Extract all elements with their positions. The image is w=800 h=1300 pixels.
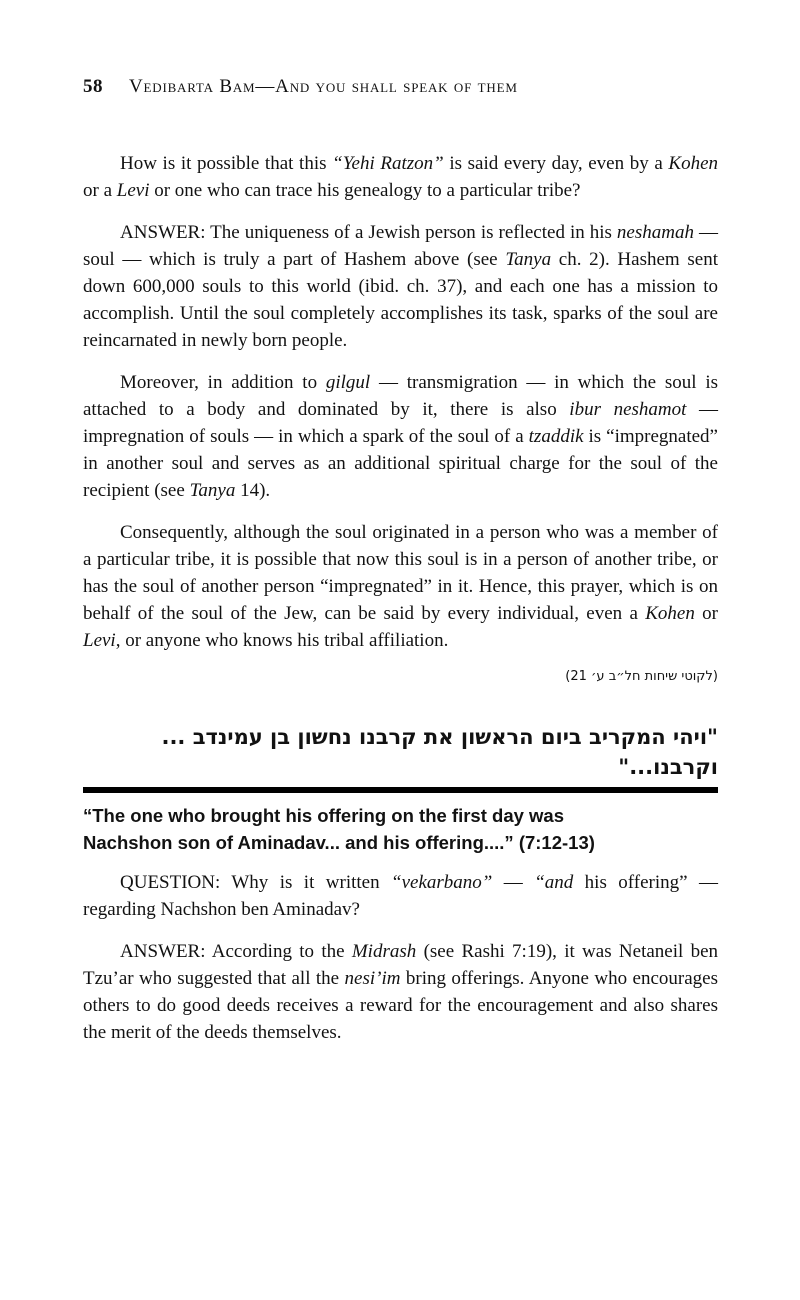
verse-translation-line: “The one who brought his offering on the first day was xyxy=(83,805,565,826)
heading-divider xyxy=(83,787,718,793)
hebrew-verse-heading xyxy=(83,722,718,782)
answer-paragraph: ANSWER: According to the Midrash (see Rashi 7:19), it was Netaneil ben Tzu’ar who suggested that all the nesi’im bring offerings. Anyone who encourages others to do good deeds receives a reward for the encouragement and also shares the merit of the deeds themselves. xyxy=(83,941,719,1043)
verse-translation-heading xyxy=(83,802,718,856)
running-title: Vedibarta Bam—And you shall speak of them xyxy=(129,76,518,97)
question-paragraph: How is it possible that this “Yehi Ratzon” is said every day, even by a Kohen or a Levi or one who can trace his genealogy to a particular tribe? xyxy=(83,153,718,201)
source-citation: (לקוטי שיחות חל״ב ע׳ 21) xyxy=(565,669,718,684)
question-paragraph: QUESTION: Why is it written “vekarbano” — “and his offering” — regarding Nachshon ben Aminadav? xyxy=(83,872,718,920)
answer-paragraph: Consequently, although the soul originated in a person who was a member of a particular tribe, it is possible that now this soul is in a person of another tribe, or has the soul of another person “impregnated” in it. Hence, this prayer, which is on behalf of the soul of the Jew, can be said by every individual, even a Kohen or Levi, or anyone who knows his tribal affiliation. xyxy=(83,522,719,651)
answer-paragraph: Moreover, in addition to gilgul — transmigration — in which the soul is attached to a body and dominated by it, there is also ibur neshamot — impregnation of souls — in which a spark of the soul of a tzaddik is “impregnated” in another soul and serves as an additional spiritual charge for the soul of the recipient (see Tanya 14). xyxy=(83,372,719,501)
hebrew-verse-line: וקרבנו..." xyxy=(618,755,718,779)
hebrew-verse-line: "ויהי המקריב ביום הראשון את קרבנו נחשון בן עמינדב ... xyxy=(161,725,718,749)
verse-translation-line: Nachshon son of Aminadav... and his offering....” (7:12-13) xyxy=(83,832,595,853)
running-header xyxy=(83,76,718,98)
page-number: 58 xyxy=(83,76,103,97)
answer-paragraph: ANSWER: The uniqueness of a Jewish person is reflected in his neshamah — soul — which is truly a part of Hashem above (see Tanya ch. 2). Hashem sent down 600,000 souls to this world (ibid. ch. 37), and each one has a mission to accomplish. Until the soul completely accomplishes its task, sparks of the soul are reincarnated in newly born people. xyxy=(83,222,718,351)
